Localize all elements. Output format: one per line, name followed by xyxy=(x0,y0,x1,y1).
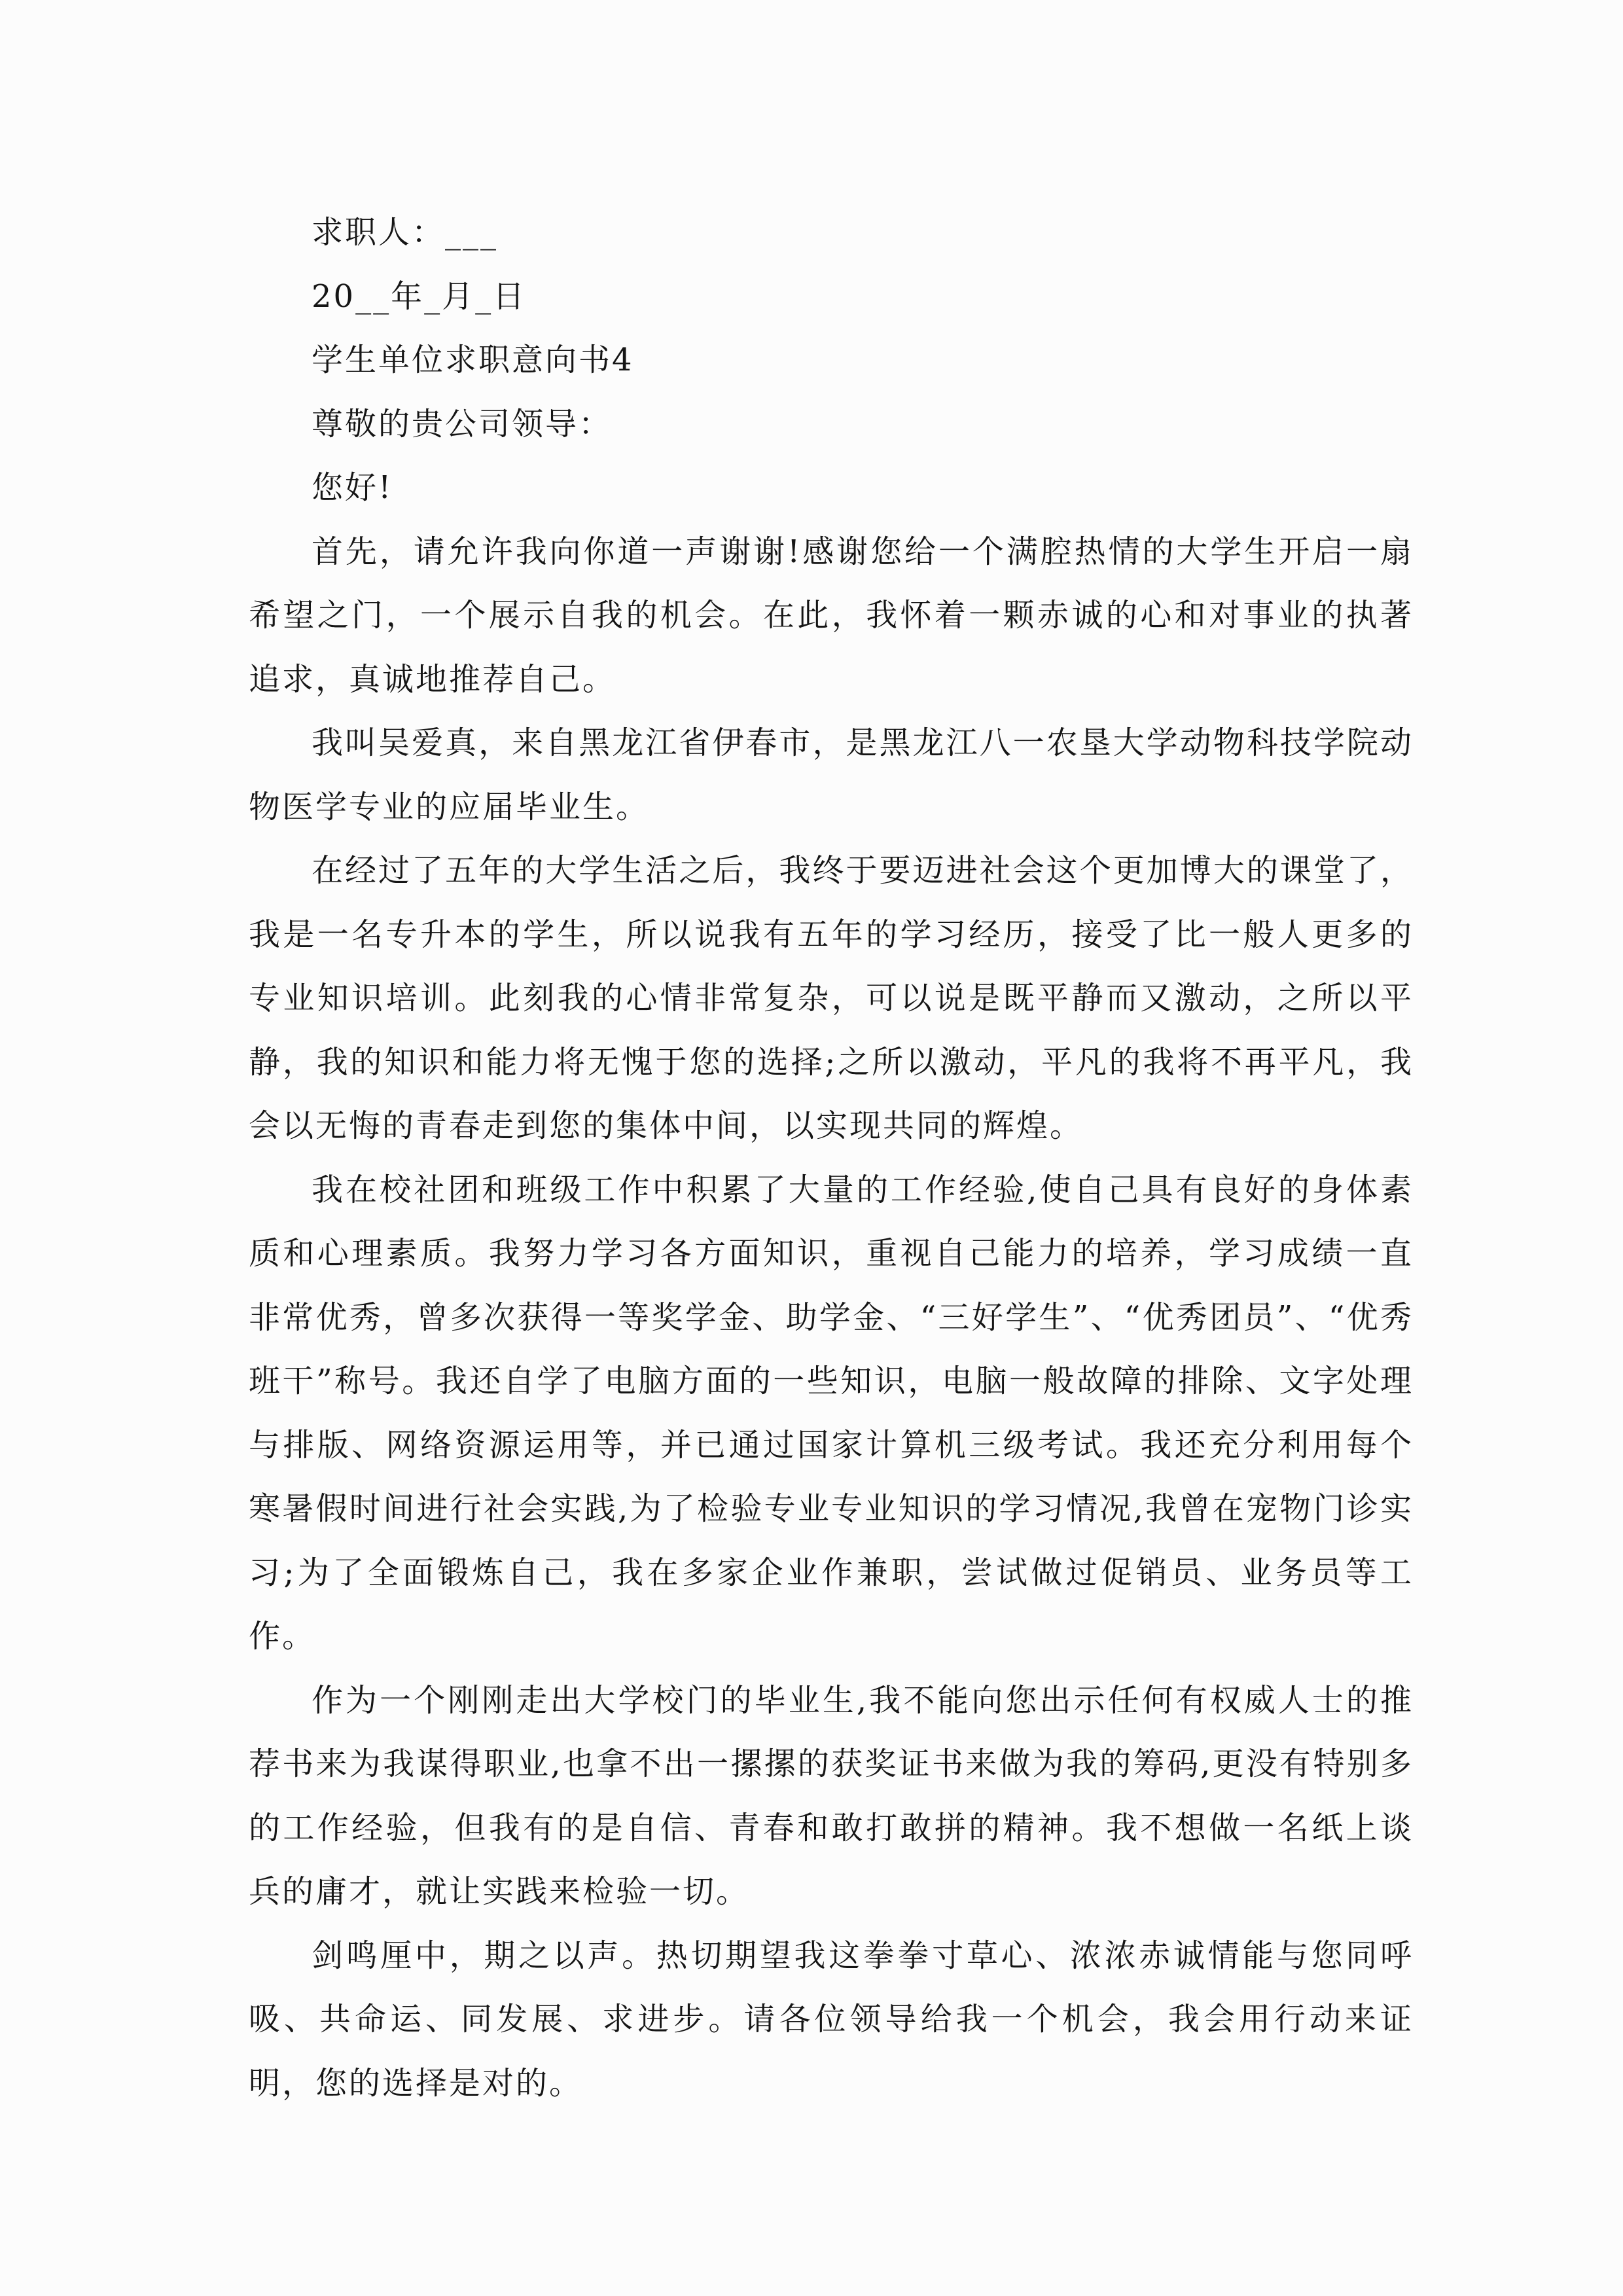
paragraph: 我叫吴爱真，来自黑龙江省伊春市，是黑龙江八一农垦大学动物科技学院动物医学专业的应届毕业生。 xyxy=(249,725,1414,825)
paragraph: 在经过了五年的大学生活之后，我终于要迈进社会这个更加博大的课堂了，我是一名专升本的学生，所以说我有五年的学习经历，接受了比一般人更多的专业知识培训。此刻我的心情非常复杂，可以说是既平静而又激动，之所以平静，我的知识和能力将无愧于您的选择;之所以激动，平凡的我将不再平凡，我会以无悔的青春走到您的集体中间，以实现共同的辉煌。 xyxy=(249,852,1414,1144)
paragraph: 作为一个刚刚走出大学校门的毕业生,我不能向您出示任何有权威人士的推荐书来为我谋得职业,也拿不出一摞摞的获奖证书来做为我的筹码,更没有特别多的工作经验，但我有的是自信、青春和敢打敢拼的精神。我不想做一名纸上谈兵的庸才，就让实践来检验一切。 xyxy=(249,1681,1414,1910)
paragraph: 我在校社团和班级工作中积累了大量的工作经验,使自己具有良好的身体素质和心理素质。我努力学习各方面知识，重视自己能力的培养，学习成绩一直非常优秀，曾多次获得一等奖学金、助学金、“三好学生”、“优秀团员”、“优秀班干”称号。我还自学了电脑方面的一些知识，电脑一般故障的排除、文字处理与排版、网络资源运用等，并已通过国家计算机三级考试。我还充分利用每个寒暑假时间进行社会实践,为了检验专业专业知识的学习情况,我曾在宠物门诊实习;为了全面锻炼自己，我在多家企业作兼职，尝试做过促销员、业务员等工作。 xyxy=(249,1171,1414,1655)
salutation: 尊敬的贵公司领导： xyxy=(312,405,613,442)
greeting: 您好! xyxy=(312,469,393,506)
date-line: 20__年_月_日 xyxy=(312,278,527,315)
section-title: 学生单位求职意向书4 xyxy=(312,342,634,378)
signature-line: 求职人：___ xyxy=(312,214,499,251)
letter-body xyxy=(249,201,1414,2115)
paragraph: 首先，请允许我向你道一声谢谢!感谢您给一个满腔热情的大学生开启一扇希望之门，一个展示自我的机会。在此，我怀着一颗赤诚的心和对事业的执著追求，真诚地推荐自己。 xyxy=(249,533,1414,698)
paragraph: 剑鸣厘中，期之以声。热切期望我这拳拳寸草心、浓浓赤诚情能与您同呼吸、共命运、同发展、求进步。请各位领导给我一个机会，我会用行动来证明，您的选择是对的。 xyxy=(249,1937,1414,2102)
